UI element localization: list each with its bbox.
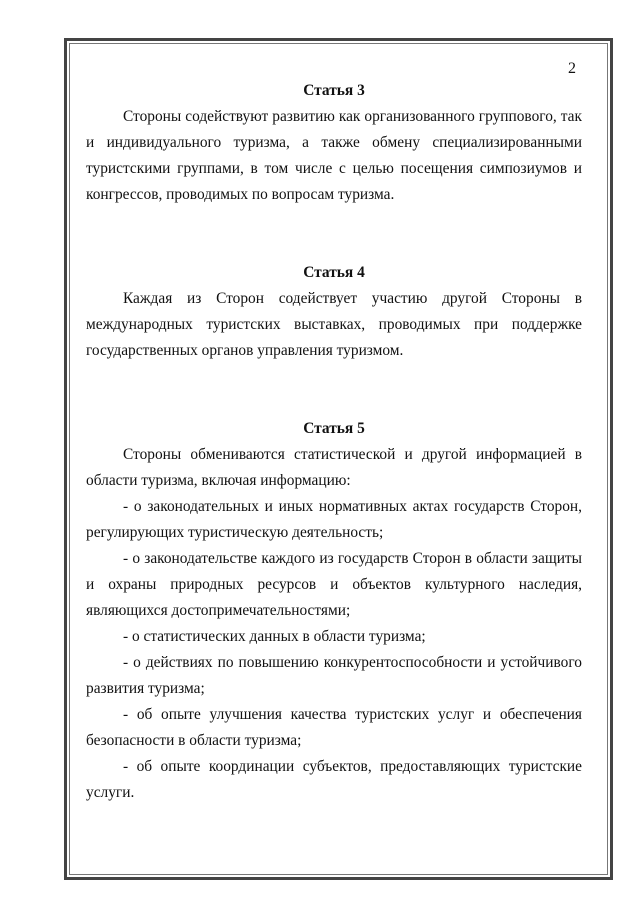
document-body bbox=[86, 78, 582, 806]
article-5 bbox=[86, 416, 582, 806]
article-5-title: Статья 5 bbox=[303, 420, 365, 437]
article-5-intro: Стороны обмениваются статистической и другой информацией в области туризма, включая информацию: bbox=[86, 446, 582, 489]
list-item: - о статистических данных в области туризма; bbox=[123, 628, 426, 645]
article-4-paragraph: Каждая из Сторон содействует участию другой Стороны в международных туристских выставках, проводимых при поддержке государственных органов управления туризмом. bbox=[86, 290, 582, 359]
article-3-paragraph: Стороны содействуют развитию как организованного группового, так и индивидуального туризма, а также обмену специализированными туристскими группами, в том числе с целью посещения симпозиумов и конгрессов, проводимых по вопросам туризма. bbox=[86, 108, 582, 203]
list-item: - об опыте координации субъектов, предоставляющих туристские услуги. bbox=[86, 758, 582, 801]
article-3-title: Статья 3 bbox=[303, 82, 365, 99]
list-item: - об опыте улучшения качества туристских услуг и обеспечения безопасности в области туризма; bbox=[86, 706, 582, 749]
article-3 bbox=[86, 78, 582, 208]
list-item: - о законодательстве каждого из государств Сторон в области защиты и охраны природных ресурсов и объектов культурного наследия, являющихся достопримечательностями; bbox=[86, 550, 582, 619]
list-item: - о законодательных и иных нормативных актах государств Сторон, регулирующих туристическую деятельность; bbox=[86, 498, 582, 541]
list-item: - о действиях по повышению конкурентоспособности и устойчивого развития туризма; bbox=[86, 654, 582, 697]
article-4-title: Статья 4 bbox=[303, 264, 365, 281]
page-number: 2 bbox=[568, 60, 576, 77]
article-4 bbox=[86, 260, 582, 364]
